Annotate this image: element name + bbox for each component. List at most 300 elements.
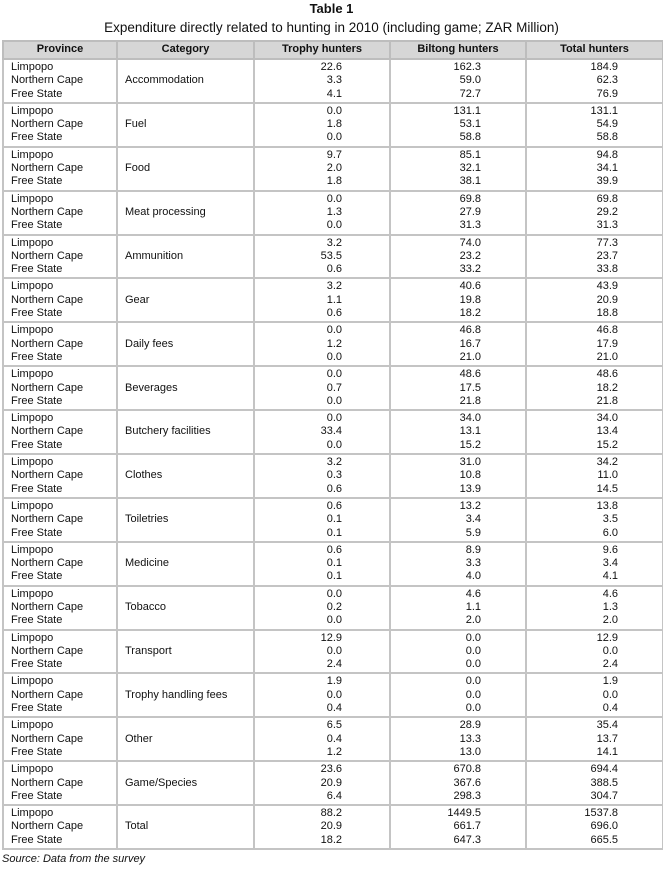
trophy-hunters-cell: [254, 322, 390, 366]
value: 13.4: [596, 425, 618, 438]
value: 59.0: [459, 74, 481, 87]
value: 4.1: [602, 570, 618, 583]
value: 34.0: [459, 412, 481, 425]
value: 14.5: [596, 482, 618, 495]
province-name: Northern Cape: [11, 513, 84, 526]
trophy-hunters-cell: [254, 805, 390, 849]
province-name: Northern Cape: [11, 381, 84, 394]
value: 19.8: [459, 293, 481, 306]
table-row: [3, 761, 663, 805]
province-name: Limpopo: [11, 368, 54, 381]
total-hunters-cell: [526, 805, 663, 849]
value: 77.3: [596, 236, 618, 249]
value: 12.9: [596, 631, 618, 644]
trophy-hunters-cell: [254, 717, 390, 761]
value: 39.9: [596, 175, 618, 188]
value: 696.0: [590, 820, 618, 833]
trophy-hunters-cell: [254, 366, 390, 410]
value: 40.6: [459, 280, 481, 293]
value: 0.6: [326, 482, 342, 495]
value: 0.3: [326, 469, 342, 482]
value: 1.2: [326, 337, 342, 350]
value: 0.7: [326, 381, 342, 394]
table-row: [3, 235, 663, 279]
biltong-hunters-cell: [390, 542, 526, 586]
value: 1.1: [465, 600, 481, 613]
value: 9.6: [602, 543, 618, 556]
biltong-hunters-cell: [390, 498, 526, 542]
province-name: Free State: [11, 789, 63, 802]
value: 0.6: [326, 543, 342, 556]
value: 0.6: [326, 499, 342, 512]
province-name: Free State: [11, 833, 63, 846]
value: 15.2: [459, 438, 481, 451]
value: 0.4: [326, 702, 342, 715]
value: 1.8: [326, 175, 342, 188]
table-row: [3, 498, 663, 542]
value: 0.0: [326, 104, 342, 117]
biltong-hunters-cell: [390, 235, 526, 279]
value: 35.4: [596, 719, 618, 732]
table-row: [3, 673, 663, 717]
total-hunters-cell: [526, 630, 663, 674]
province-name: Limpopo: [11, 236, 54, 249]
value: 21.8: [596, 394, 618, 407]
category-cell: Tobacco: [117, 586, 254, 630]
value: 2.0: [465, 614, 481, 627]
value: 1.1: [326, 293, 342, 306]
category-cell: Total: [117, 805, 254, 849]
trophy-hunters-cell: [254, 454, 390, 498]
province-name: Free State: [11, 175, 63, 188]
province-name: Limpopo: [11, 587, 54, 600]
province-cell: [3, 761, 117, 805]
value: 18.2: [459, 307, 481, 320]
value: 38.1: [459, 175, 481, 188]
value: 74.0: [459, 236, 481, 249]
table-row: [3, 366, 663, 410]
value: 21.8: [459, 394, 481, 407]
trophy-hunters-cell: [254, 147, 390, 191]
province-cell: [3, 673, 117, 717]
value: 46.8: [459, 324, 481, 337]
category-cell: Gear: [117, 278, 254, 322]
total-hunters-cell: [526, 103, 663, 147]
value: 29.2: [596, 205, 618, 218]
province-name: Limpopo: [11, 631, 54, 644]
value: 647.3: [453, 833, 481, 846]
value: 34.1: [596, 162, 618, 175]
province-name: Limpopo: [11, 763, 54, 776]
table-row: [3, 103, 663, 147]
value: 0.1: [326, 513, 342, 526]
province-name: Northern Cape: [11, 732, 84, 745]
total-hunters-cell: [526, 542, 663, 586]
value: 4.1: [326, 87, 342, 100]
province-name: Northern Cape: [11, 162, 84, 175]
province-name: Limpopo: [11, 456, 54, 469]
province-cell: [3, 191, 117, 235]
value: 2.0: [602, 614, 618, 627]
table-body: [3, 59, 663, 849]
value: 0.0: [465, 702, 481, 715]
value: 28.9: [459, 719, 481, 732]
value: 31.0: [459, 456, 481, 469]
value: 13.3: [459, 732, 481, 745]
value: 13.7: [596, 732, 618, 745]
province-name: Limpopo: [11, 675, 54, 688]
value: 0.0: [326, 394, 342, 407]
value: 88.2: [320, 807, 342, 820]
value: 694.4: [590, 763, 618, 776]
value: 18.2: [596, 381, 618, 394]
biltong-hunters-cell: [390, 147, 526, 191]
table-row: [3, 454, 663, 498]
province-name: Limpopo: [11, 104, 54, 117]
value: 69.8: [459, 192, 481, 205]
biltong-hunters-cell: [390, 59, 526, 103]
value: 3.2: [326, 280, 342, 293]
province-name: Limpopo: [11, 280, 54, 293]
value: 3.3: [326, 74, 342, 87]
value: 0.0: [465, 631, 481, 644]
expenditure-table: [2, 40, 663, 850]
header-trophy-hunters: Trophy hunters: [254, 41, 390, 59]
value: 0.0: [326, 688, 342, 701]
value: 0.0: [326, 219, 342, 232]
category-cell: Toiletries: [117, 498, 254, 542]
value: 0.4: [326, 732, 342, 745]
province-name: Free State: [11, 263, 63, 276]
value: 2.4: [326, 658, 342, 671]
total-hunters-cell: [526, 761, 663, 805]
value: 33.2: [459, 263, 481, 276]
province-cell: [3, 498, 117, 542]
province-name: Northern Cape: [11, 249, 84, 262]
trophy-hunters-cell: [254, 673, 390, 717]
value: 5.9: [465, 526, 481, 539]
value: 661.7: [453, 820, 481, 833]
value: 6.5: [326, 719, 342, 732]
value: 31.3: [596, 219, 618, 232]
value: 15.2: [596, 438, 618, 451]
province-name: Free State: [11, 438, 63, 451]
province-name: Northern Cape: [11, 469, 84, 482]
trophy-hunters-cell: [254, 103, 390, 147]
trophy-hunters-cell: [254, 542, 390, 586]
province-name: Free State: [11, 307, 63, 320]
category-cell: Clothes: [117, 454, 254, 498]
value: 0.0: [602, 688, 618, 701]
province-cell: [3, 454, 117, 498]
value: 58.8: [596, 131, 618, 144]
table-row: [3, 717, 663, 761]
value: 43.9: [596, 280, 618, 293]
value: 27.9: [459, 205, 481, 218]
province-name: Limpopo: [11, 148, 54, 161]
province-name: Northern Cape: [11, 600, 84, 613]
value: 665.5: [590, 833, 618, 846]
value: 0.0: [465, 644, 481, 657]
value: 1.8: [326, 118, 342, 131]
value: 131.1: [453, 104, 481, 117]
value: 17.9: [596, 337, 618, 350]
biltong-hunters-cell: [390, 586, 526, 630]
value: 304.7: [590, 789, 618, 802]
value: 0.0: [465, 658, 481, 671]
value: 388.5: [590, 776, 618, 789]
table-row: [3, 586, 663, 630]
value: 1449.5: [447, 807, 481, 820]
value: 13.9: [459, 482, 481, 495]
value: 367.6: [453, 776, 481, 789]
value: 21.0: [596, 350, 618, 363]
province-cell: [3, 542, 117, 586]
total-hunters-cell: [526, 498, 663, 542]
biltong-hunters-cell: [390, 805, 526, 849]
value: 8.9: [465, 543, 481, 556]
value: 14.1: [596, 745, 618, 758]
trophy-hunters-cell: [254, 410, 390, 454]
province-name: Free State: [11, 219, 63, 232]
table-row: [3, 191, 663, 235]
value: 6.0: [602, 526, 618, 539]
value: 0.1: [326, 570, 342, 583]
value: 13.0: [459, 745, 481, 758]
value: 184.9: [590, 61, 618, 73]
biltong-hunters-cell: [390, 322, 526, 366]
source-note: Source: Data from the survey: [2, 853, 146, 866]
biltong-hunters-cell: [390, 454, 526, 498]
province-name: Northern Cape: [11, 776, 84, 789]
biltong-hunters-cell: [390, 278, 526, 322]
total-hunters-cell: [526, 673, 663, 717]
value: 0.0: [326, 412, 342, 425]
table-row: [3, 59, 663, 103]
biltong-hunters-cell: [390, 366, 526, 410]
biltong-hunters-cell: [390, 410, 526, 454]
total-hunters-cell: [526, 586, 663, 630]
value: 0.0: [465, 688, 481, 701]
province-name: Northern Cape: [11, 425, 84, 438]
province-name: Free State: [11, 526, 63, 539]
trophy-hunters-cell: [254, 630, 390, 674]
trophy-hunters-cell: [254, 278, 390, 322]
province-name: Northern Cape: [11, 293, 84, 306]
trophy-hunters-cell: [254, 586, 390, 630]
table-subtitle: Expenditure directly related to hunting in 2010 (including game; ZAR Million): [104, 20, 559, 35]
province-name: Northern Cape: [11, 820, 84, 833]
value: 23.7: [596, 249, 618, 262]
value: 3.2: [326, 236, 342, 249]
value: 0.2: [326, 600, 342, 613]
category-cell: Daily fees: [117, 322, 254, 366]
table-row: [3, 805, 663, 849]
province-name: Free State: [11, 131, 63, 144]
province-cell: [3, 147, 117, 191]
table-row: [3, 147, 663, 191]
province-name: Northern Cape: [11, 74, 84, 87]
category-cell: Food: [117, 147, 254, 191]
province-name: Free State: [11, 745, 63, 758]
province-name: Northern Cape: [11, 644, 84, 657]
province-name: Free State: [11, 350, 63, 363]
value: 0.6: [326, 263, 342, 276]
province-name: Free State: [11, 482, 63, 495]
province-cell: [3, 410, 117, 454]
biltong-hunters-cell: [390, 103, 526, 147]
province-name: Limpopo: [11, 61, 54, 73]
value: 0.0: [326, 587, 342, 600]
province-cell: [3, 322, 117, 366]
value: 0.0: [602, 644, 618, 657]
province-name: Northern Cape: [11, 688, 84, 701]
biltong-hunters-cell: [390, 717, 526, 761]
category-cell: Game/Species: [117, 761, 254, 805]
table-row: [3, 410, 663, 454]
category-cell: Fuel: [117, 103, 254, 147]
category-cell: Beverages: [117, 366, 254, 410]
province-cell: [3, 630, 117, 674]
province-name: Free State: [11, 658, 63, 671]
category-cell: Meat processing: [117, 191, 254, 235]
trophy-hunters-cell: [254, 498, 390, 542]
total-hunters-cell: [526, 235, 663, 279]
value: 22.6: [320, 61, 342, 73]
province-cell: [3, 586, 117, 630]
value: 11.0: [597, 469, 618, 482]
trophy-hunters-cell: [254, 191, 390, 235]
category-cell: Accommodation: [117, 59, 254, 103]
value: 31.3: [459, 219, 481, 232]
trophy-hunters-cell: [254, 59, 390, 103]
province-cell: [3, 278, 117, 322]
value: 3.4: [602, 557, 618, 570]
value: 94.8: [596, 148, 618, 161]
value: 4.6: [465, 587, 481, 600]
province-cell: [3, 59, 117, 103]
value: 18.8: [596, 307, 618, 320]
category-cell: Other: [117, 717, 254, 761]
total-hunters-cell: [526, 410, 663, 454]
value: 1.9: [602, 675, 618, 688]
value: 0.1: [326, 557, 342, 570]
value: 3.5: [602, 513, 618, 526]
value: 0.6: [326, 307, 342, 320]
value: 0.1: [326, 526, 342, 539]
header-province: Province: [3, 41, 117, 59]
value: 1.2: [326, 745, 342, 758]
province-name: Limpopo: [11, 719, 54, 732]
value: 76.9: [596, 87, 618, 100]
category-cell: Transport: [117, 630, 254, 674]
value: 4.6: [602, 587, 618, 600]
province-name: Northern Cape: [11, 337, 84, 350]
value: 53.5: [320, 249, 342, 262]
value: 69.8: [596, 192, 618, 205]
value: 23.6: [320, 763, 342, 776]
value: 16.7: [459, 337, 481, 350]
category-cell: Butchery facilities: [117, 410, 254, 454]
biltong-hunters-cell: [390, 630, 526, 674]
value: 1.3: [326, 205, 342, 218]
value: 670.8: [453, 763, 481, 776]
province-name: Northern Cape: [11, 118, 84, 131]
total-hunters-cell: [526, 366, 663, 410]
value: 10.8: [459, 469, 481, 482]
province-name: Free State: [11, 702, 63, 715]
province-name: Northern Cape: [11, 557, 84, 570]
value: 3.3: [465, 557, 481, 570]
total-hunters-cell: [526, 278, 663, 322]
value: 62.3: [596, 74, 618, 87]
province-cell: [3, 717, 117, 761]
total-hunters-cell: [526, 454, 663, 498]
province-name: Northern Cape: [11, 205, 84, 218]
table-title: Table 1: [309, 1, 354, 16]
total-hunters-cell: [526, 147, 663, 191]
value: 3.2: [326, 456, 342, 469]
total-hunters-cell: [526, 717, 663, 761]
value: 0.0: [326, 614, 342, 627]
table-row: [3, 322, 663, 366]
value: 34.0: [596, 412, 618, 425]
value: 2.4: [602, 658, 618, 671]
value: 0.0: [326, 438, 342, 451]
biltong-hunters-cell: [390, 191, 526, 235]
value: 0.0: [326, 368, 342, 381]
province-cell: [3, 235, 117, 279]
value: 17.5: [459, 381, 481, 394]
value: 34.2: [596, 456, 618, 469]
value: 33.4: [320, 425, 342, 438]
value: 13.1: [459, 425, 481, 438]
trophy-hunters-cell: [254, 761, 390, 805]
province-name: Free State: [11, 87, 63, 100]
total-hunters-cell: [526, 191, 663, 235]
value: 33.8: [596, 263, 618, 276]
category-cell: Ammunition: [117, 235, 254, 279]
value: 0.0: [326, 131, 342, 144]
province-name: Limpopo: [11, 412, 54, 425]
province-name: Free State: [11, 394, 63, 407]
value: 85.1: [459, 148, 481, 161]
value: 20.9: [320, 776, 342, 789]
value: 48.6: [459, 368, 481, 381]
value: 4.0: [465, 570, 481, 583]
trophy-hunters-cell: [254, 235, 390, 279]
table-row: [3, 630, 663, 674]
value: 72.7: [459, 87, 481, 100]
value: 54.9: [596, 118, 618, 131]
province-cell: [3, 103, 117, 147]
value: 298.3: [453, 789, 481, 802]
biltong-hunters-cell: [390, 761, 526, 805]
province-name: Limpopo: [11, 499, 54, 512]
table-row: [3, 542, 663, 586]
header-category: Category: [117, 41, 254, 59]
category-cell: Trophy handling fees: [117, 673, 254, 717]
province-cell: [3, 366, 117, 410]
value: 20.9: [320, 820, 342, 833]
biltong-hunters-cell: [390, 673, 526, 717]
header-row: [3, 41, 663, 59]
province-name: Limpopo: [11, 543, 54, 556]
total-hunters-cell: [526, 59, 663, 103]
value: 58.8: [459, 131, 481, 144]
value: 162.3: [453, 61, 481, 73]
value: 1.3: [602, 600, 618, 613]
